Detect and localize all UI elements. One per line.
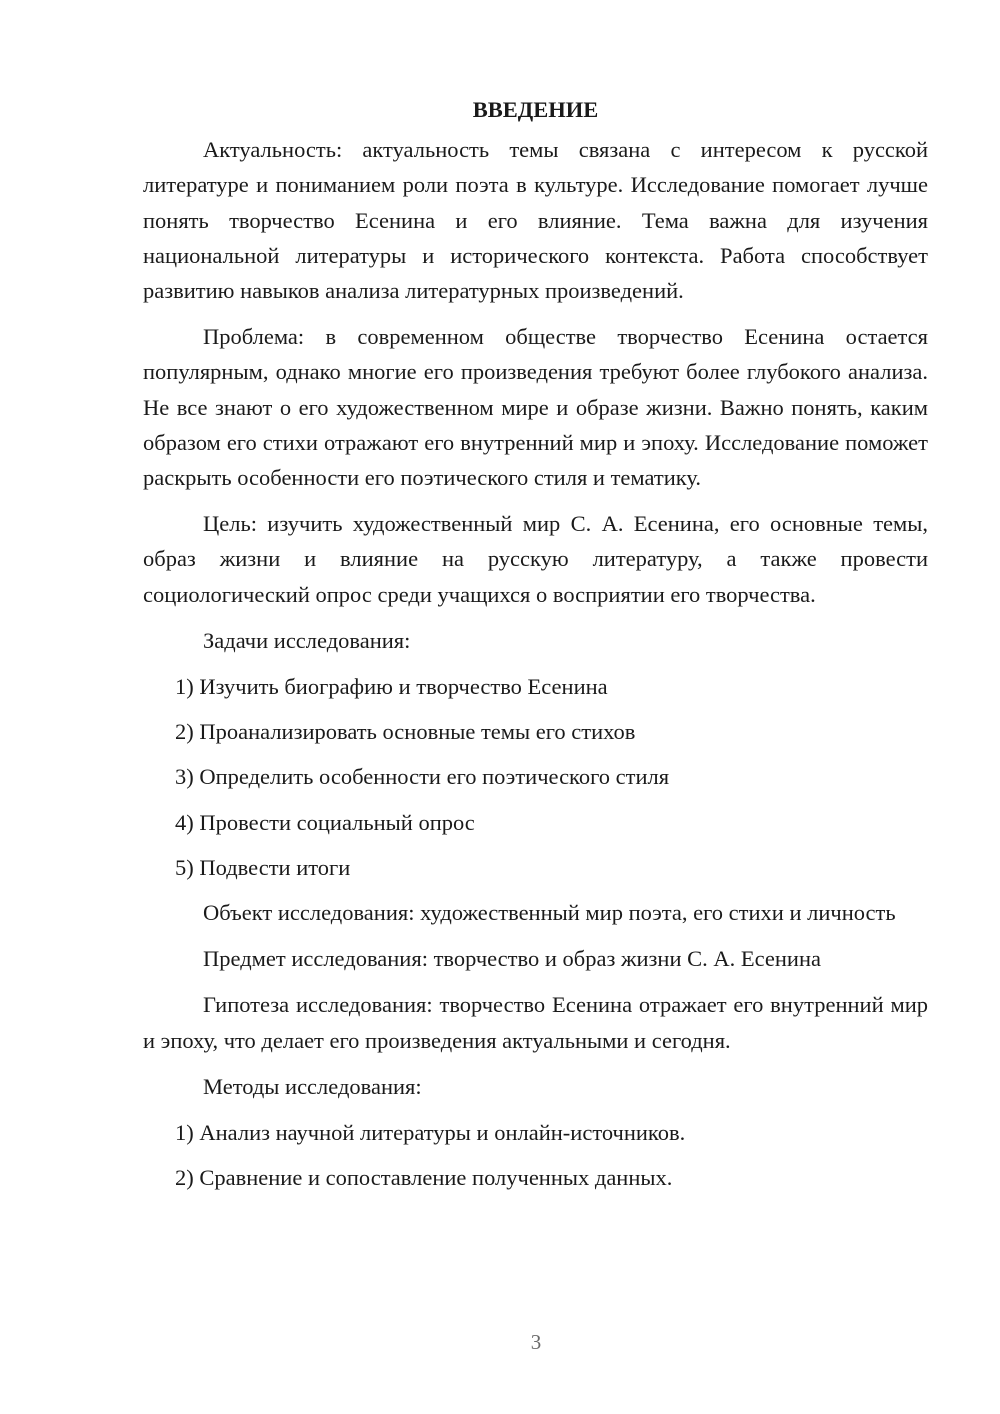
tasks-list [143,669,928,885]
methods-list [143,1115,928,1195]
list-item: 2) Проанализировать основные темы его стихов [175,719,636,745]
page-content [143,92,928,1205]
list-item: 4) Провести социальный опрос [175,809,475,835]
object-paragraph: Объект исследования: художественный мир поэта, его стихи и личность [203,900,896,926]
list-item: 5) Подвести итоги [175,854,351,880]
page-number: 3 [530,1330,542,1354]
goal-paragraph: Цель: изучить художественный мир С. А. Есенина, его основные темы, образ жизни и влияние на русскую литературу, а также провести социологический опрос среди учащихся о восприятии его творчества. [143,511,928,607]
hypothesis-paragraph: Гипотеза исследования: творчество Есенина отражает его внутренний мир и эпоху, что делает его произведения актуальными и сегодня. [143,992,928,1053]
section-title: ВВЕДЕНИЕ [472,97,599,122]
methods-heading: Методы исследования: [203,1073,422,1099]
tasks-heading: Задачи исследования: [203,627,411,653]
problem-paragraph: Проблема: в современном обществе творчество Есенина остается популярным, однако многие его произведения требуют более глубокого анализа. Не все знают о его художественном мире и образе жизни. Важно понять, каким образом его стихи отражают его внутренний мир и эпоху. Исследование поможет раскрыть особенности его поэтического стиля и тематику. [143,324,928,491]
subject-paragraph: Предмет исследования: творчество и образ жизни С. А. Есенина [203,946,821,972]
list-item: 1) Анализ научной литературы и онлайн-источников. [175,1120,686,1146]
list-item: 1) Изучить биографию и творчество Есенина [175,674,608,700]
relevance-paragraph: Актуальность: актуальность темы связана с интересом к русской литературе и пониманием роли поэта в культуре. Исследование помогает лучше понять творчество Есенина и его влияние. Тема важна для изучения национальной литературы и исторического контекста. Работа способствует развитию навыков анализа литературных произведений. [143,137,928,304]
list-item: 2) Сравнение и сопоставление полученных данных. [175,1165,673,1191]
list-item: 3) Определить особенности его поэтического стиля [175,764,670,790]
